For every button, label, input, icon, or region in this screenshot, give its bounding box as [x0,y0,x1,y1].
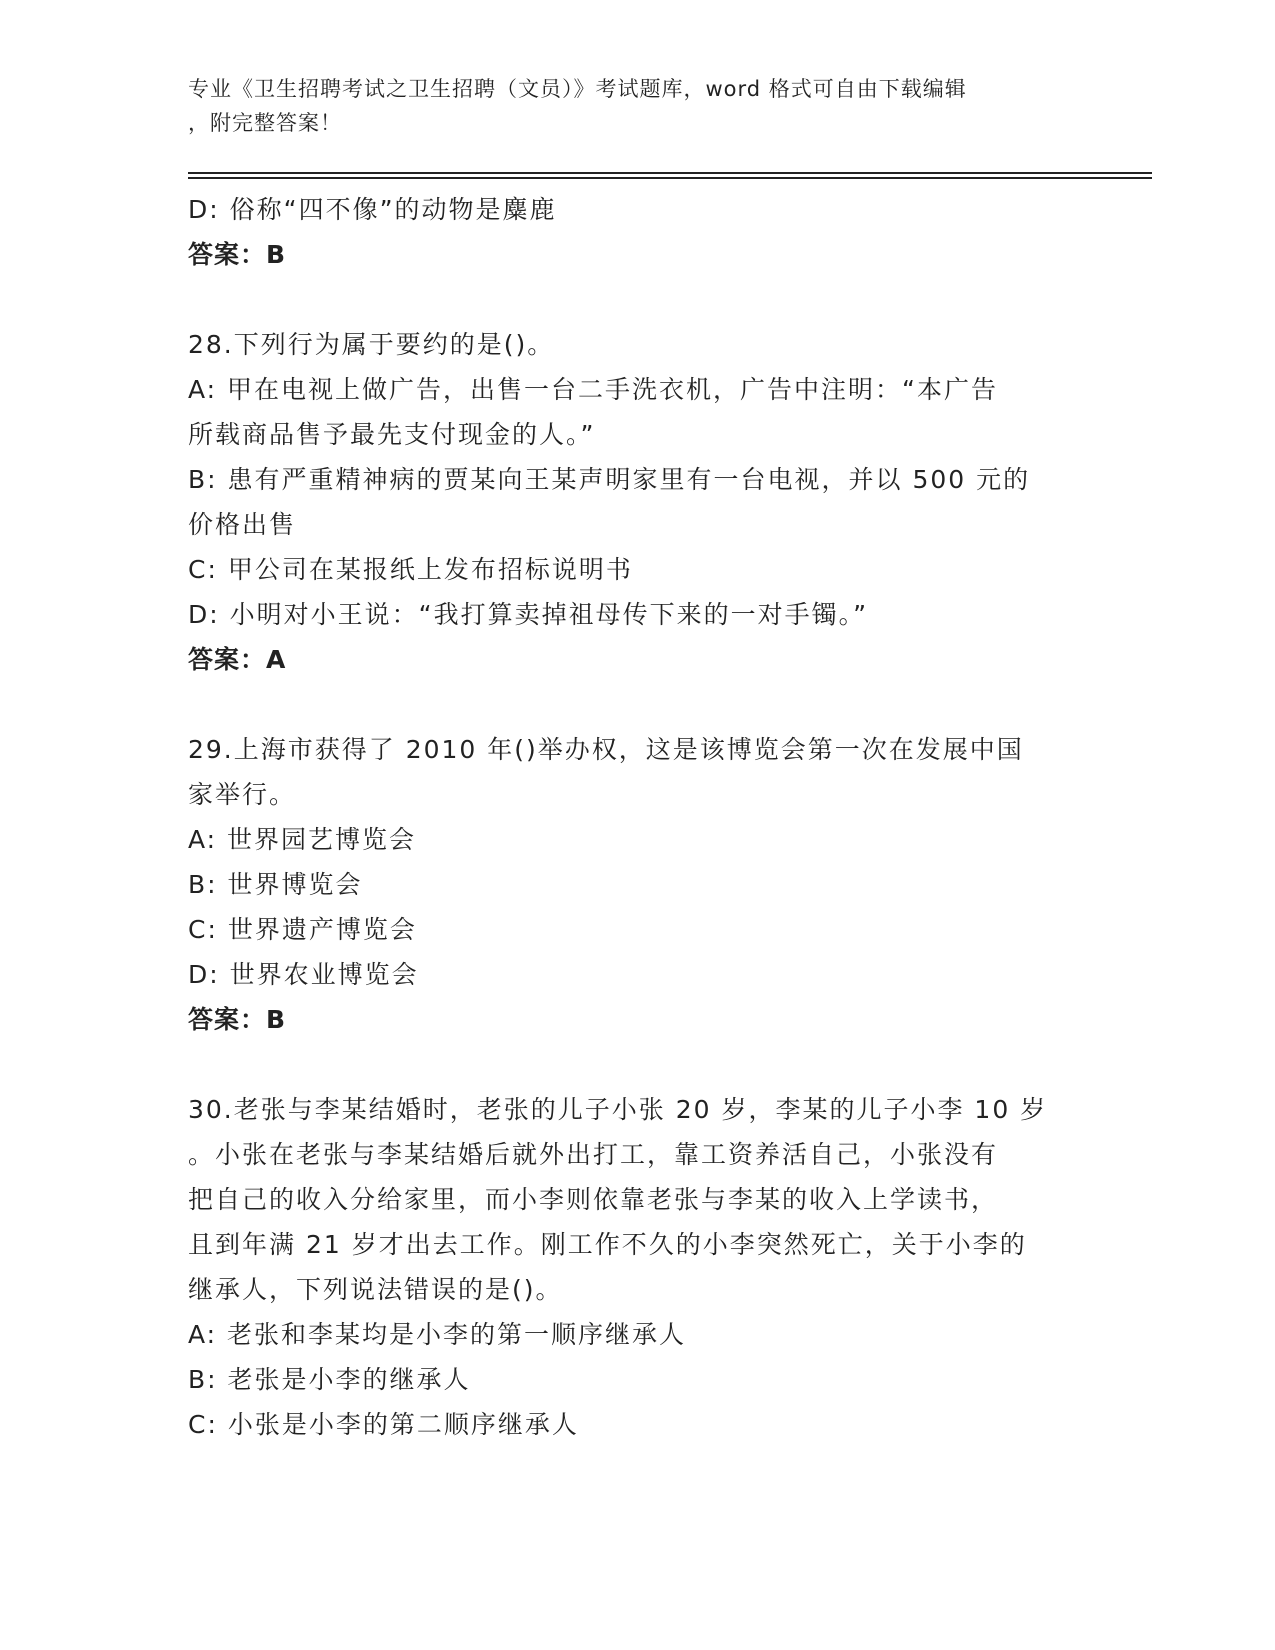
text-line: D: 小明对小王说：“我打算卖掉祖母传下来的一对手镯。” [188,600,869,629]
text-line: 所载商品售予最先支付现金的人。” [188,420,596,449]
text-line: D: 世界农业博览会 [188,960,419,989]
text-line: A: 世界园艺博览会 [188,825,417,854]
text-line: 家举行。 [188,780,297,809]
question-content [188,187,1088,1447]
text-line: A: 老张和李某均是小李的第一顺序继承人 [188,1320,687,1349]
text-line: 价格出售 [188,510,297,539]
header-rule-bottom [188,177,1152,179]
document-header [188,72,1088,140]
answer-line: 答案：B [188,1005,287,1034]
answer-line: 答案：B [188,240,287,269]
text-line: 30.老张与李某结婚时，老张的儿子小张 20 岁，李某的儿子小李 10 岁 [188,1095,1048,1124]
answer-line: 答案：A [188,645,287,674]
text-line: B: 世界博览会 [188,870,363,899]
header-line-2: ，附完整答案！ [188,111,342,135]
text-line: 28.下列行为属于要约的是()。 [188,330,555,359]
block-gap [188,1042,1088,1087]
text-line: C: 世界遗产博览会 [188,915,417,944]
text-line: C: 甲公司在某报纸上发布招标说明书 [188,555,633,584]
header-rule-top [188,172,1152,174]
text-line: D: 俗称“四不像”的动物是麋鹿 [188,195,557,224]
text-line: A: 甲在电视上做广告，出售一台二手洗衣机，广告中注明：“本广告 [188,375,998,404]
text-line: B: 老张是小李的继承人 [188,1365,471,1394]
text-line: 继承人，下列说法错误的是()。 [188,1275,563,1304]
text-line: 把自己的收入分给家里，而小李则依靠老张与李某的收入上学读书， [188,1185,999,1214]
block-gap [188,277,1088,322]
header-line-1: 专业《卫生招聘考试之卫生招聘（文员）》考试题库，word 格式可自由下载编辑 [188,77,967,101]
text-line: 且到年满 21 岁才出去工作。刚工作不久的小李突然死亡，关于小李的 [188,1230,1027,1259]
text-line: B: 患有严重精神病的贾某向王某声明家里有一台电视，并以 500 元的 [188,465,1031,494]
text-line: C: 小张是小李的第二顺序继承人 [188,1410,579,1439]
text-line: 。小张在老张与李某结婚后就外出打工，靠工资养活自己，小张没有 [188,1140,999,1169]
text-line: 29.上海市获得了 2010 年()举办权，这是该博览会第一次在发展中国 [188,735,1024,764]
block-gap [188,682,1088,727]
